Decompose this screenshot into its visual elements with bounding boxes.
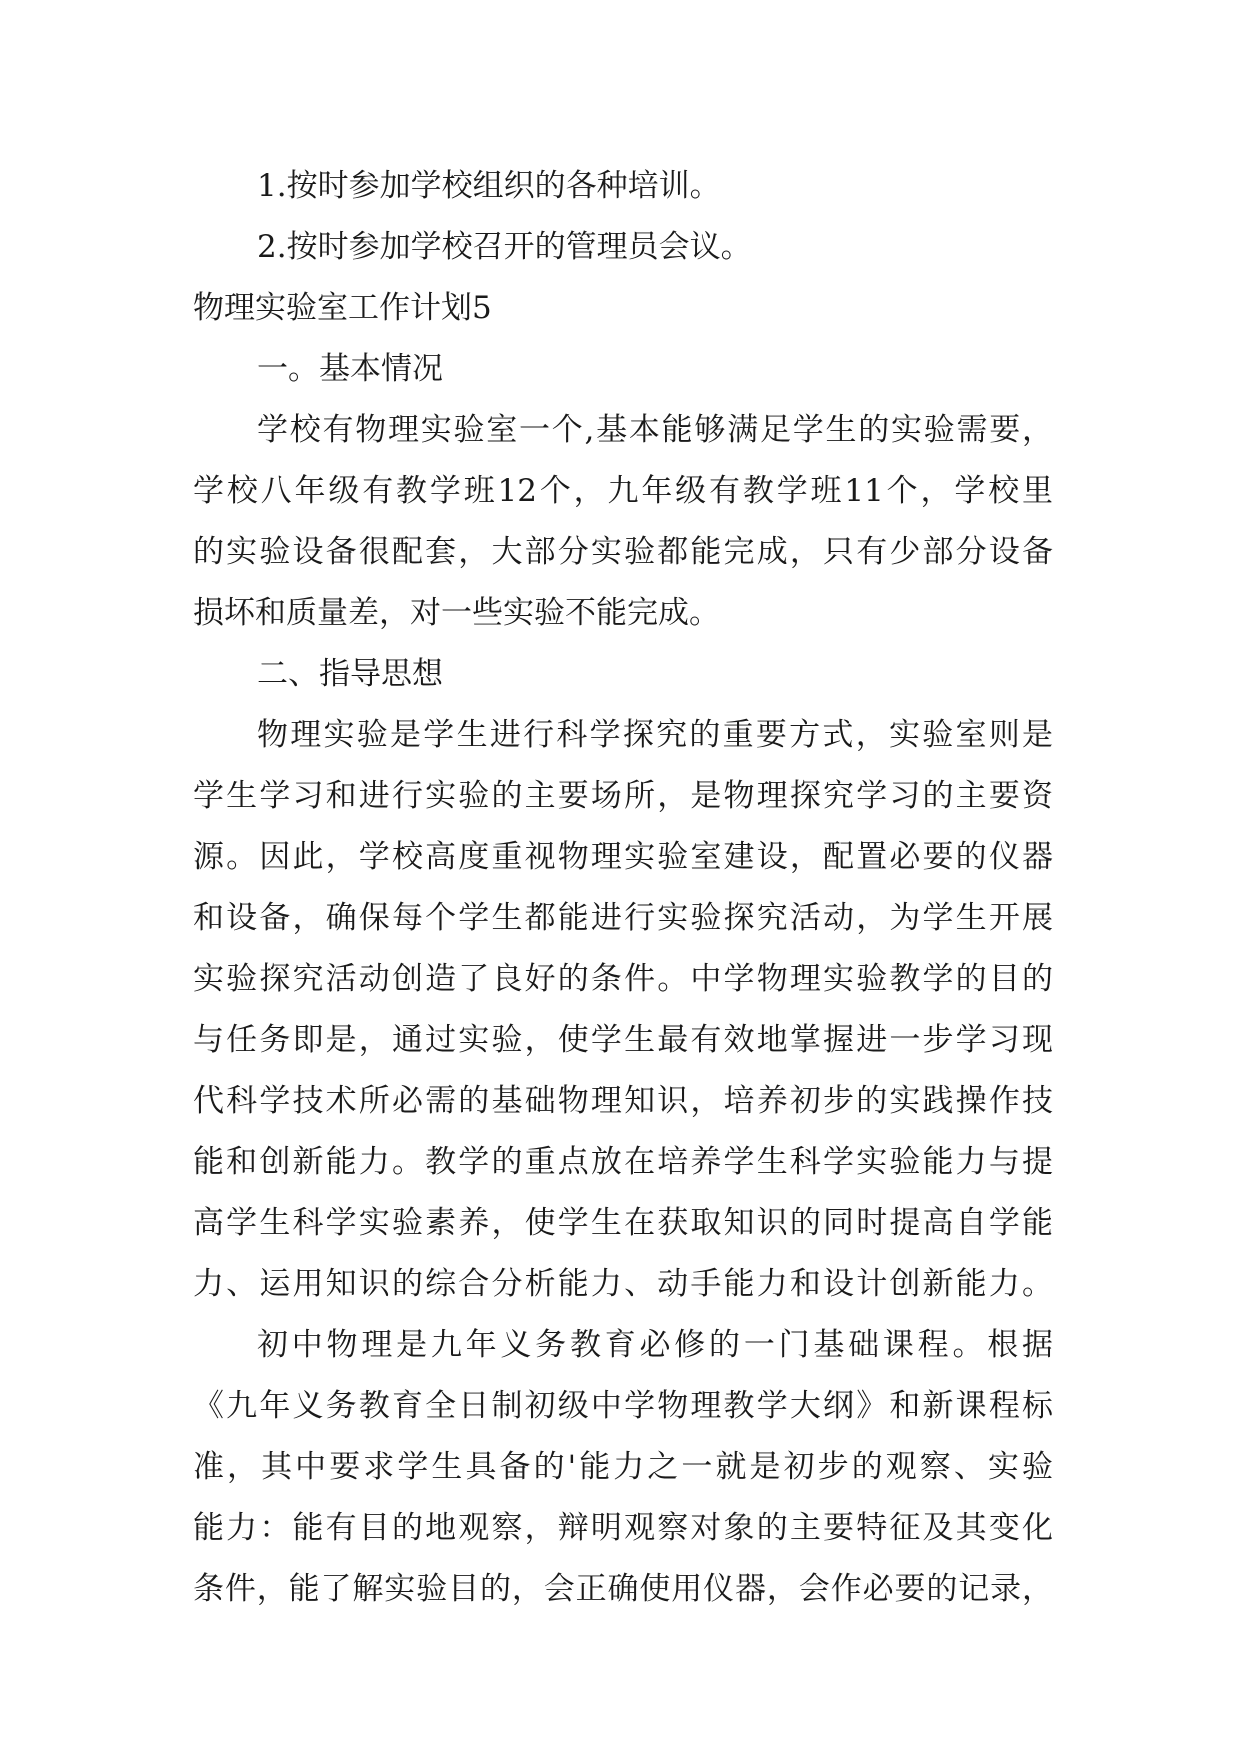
paragraph-line: 实验探究活动创造了良好的条件。中学物理实验教学的目的 — [193, 961, 1053, 997]
list-item-1: 1.按时参加学校组织的各种培训。 — [257, 168, 721, 204]
paragraph-line: 源。因此，学校高度重视物理实验室建设，配置必要的仪器 — [193, 839, 1053, 875]
paragraph-line: 准，其中要求学生具备的'能力之一就是初步的观察、实验 — [193, 1449, 1053, 1485]
paragraph-line: 损坏和质量差，对一些实验不能完成。 — [193, 595, 720, 631]
paragraph-line: 代科学技术所必需的基础物理知识，培养初步的实践操作技 — [193, 1083, 1053, 1119]
paragraph-line: 与任务即是，通过实验，使学生最有效地掌握进一步学习现 — [193, 1022, 1053, 1058]
section-heading-basic: 一。基本情况 — [257, 351, 443, 387]
paragraph-line: 学校有物理实验室一个,基本能够满足学生的实验需要， — [257, 412, 1053, 448]
paragraph-line: 和设备，确保每个学生都能进行实验探究活动，为学生开展 — [193, 900, 1053, 936]
paragraph-line: 能和创新能力。教学的重点放在培养学生科学实验能力与提 — [193, 1144, 1053, 1180]
paragraph-line: 《九年义务教育全日制初级中学物理教学大纲》和新课程标 — [193, 1388, 1053, 1424]
section-title: 物理实验室工作计划5 — [193, 290, 492, 326]
paragraph-line: 的实验设备很配套，大部分实验都能完成，只有少部分设备 — [193, 534, 1053, 570]
paragraph-line: 力、运用知识的综合分析能力、动手能力和设计创新能力。 — [193, 1266, 1053, 1302]
paragraph-line: 能力：能有目的地观察，辩明观察对象的主要特征及其变化 — [193, 1510, 1053, 1546]
paragraph-line: 初中物理是九年义务教育必修的一门基础课程。根据 — [257, 1327, 1053, 1363]
paragraph-line: 高学生科学实验素养，使学生在获取知识的同时提高自学能 — [193, 1205, 1053, 1241]
paragraph-line: 条件，能了解实验目的，会正确使用仪器，会作必要的记录， — [193, 1571, 1053, 1607]
list-item-2: 2.按时参加学校召开的管理员会议。 — [257, 229, 752, 265]
paragraph-line: 学生学习和进行实验的主要场所，是物理探究学习的主要资 — [193, 778, 1053, 814]
paragraph-line: 物理实验是学生进行科学探究的重要方式，实验室则是 — [257, 717, 1053, 753]
section-heading-guiding: 二、指导思想 — [257, 656, 443, 692]
paragraph-line: 学校八年级有教学班12个，九年级有教学班11个，学校里 — [193, 473, 1053, 509]
